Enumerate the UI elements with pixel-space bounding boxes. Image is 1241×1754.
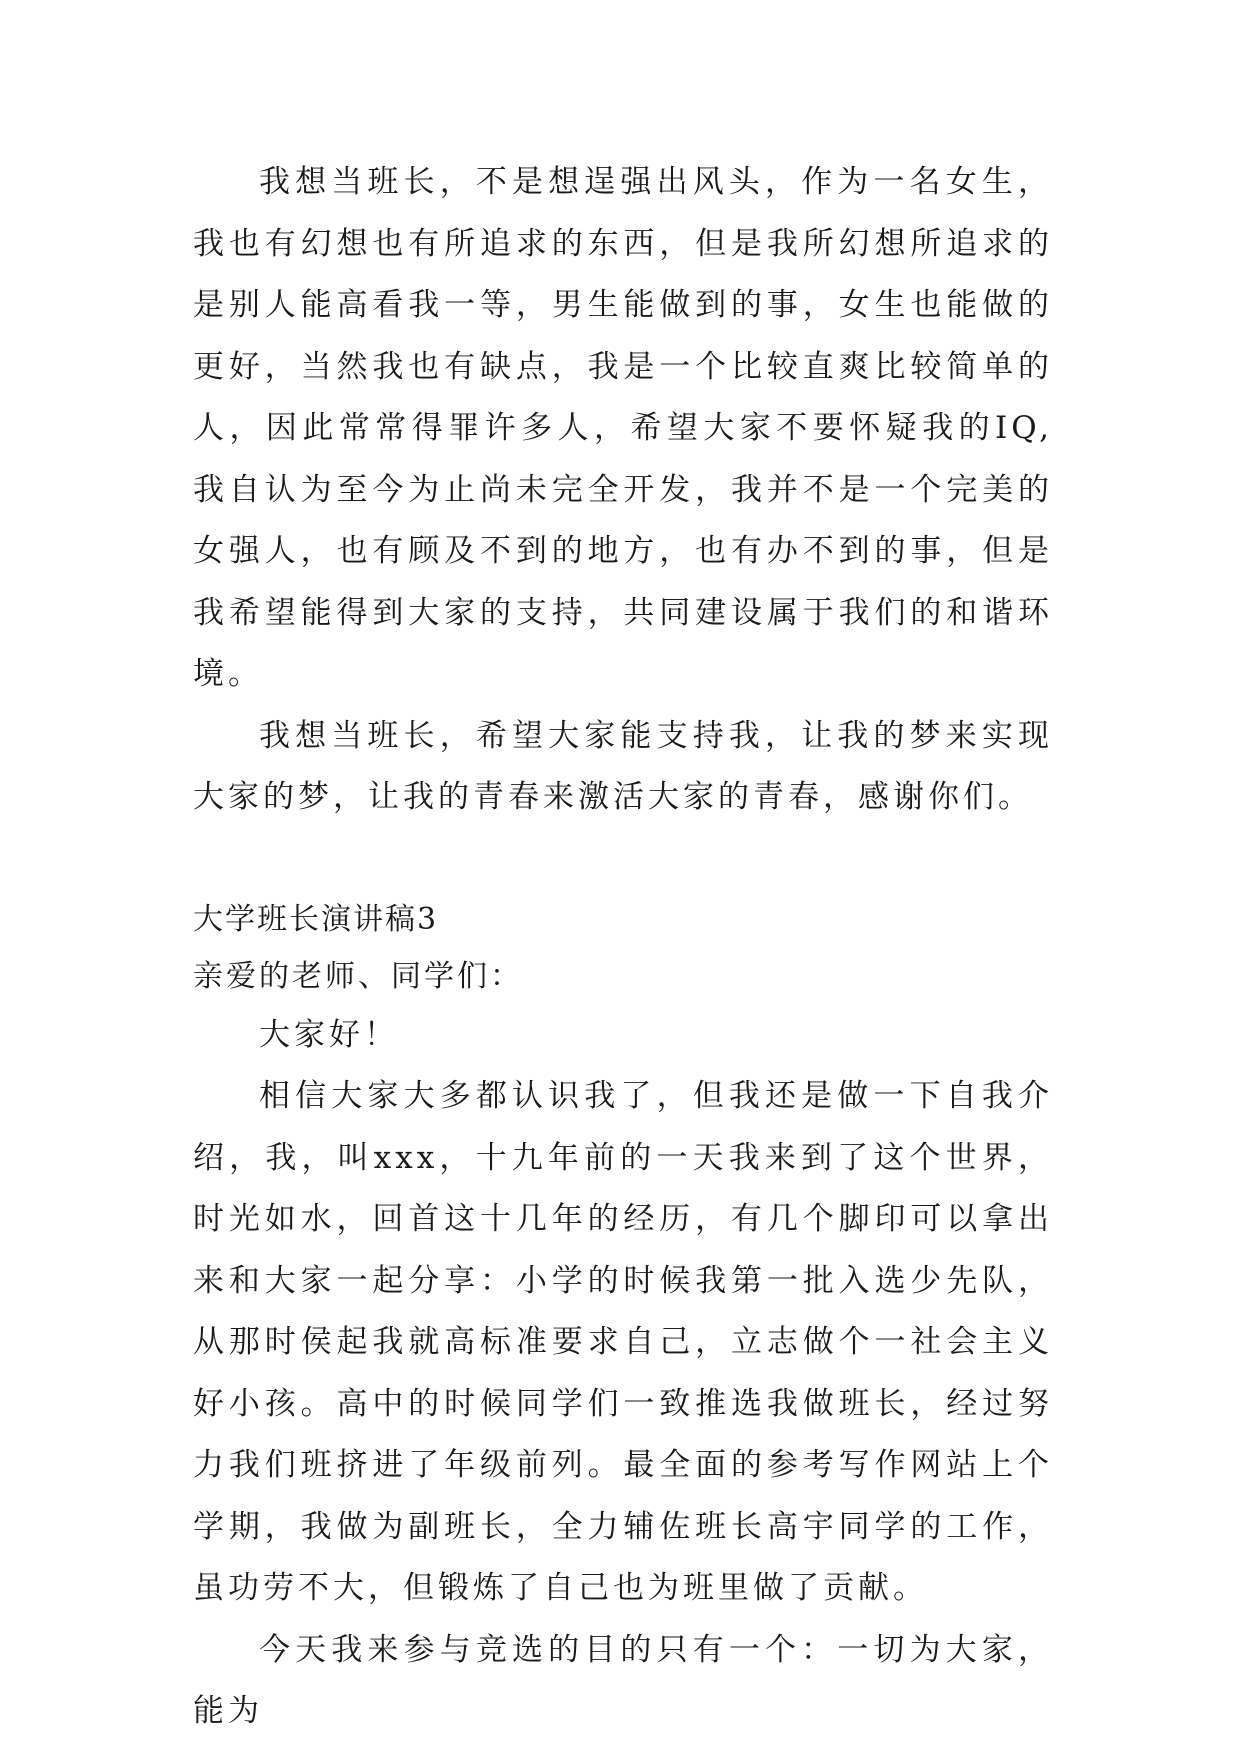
salutation: 亲爱的老师、同学们： <box>193 958 523 994</box>
paragraph-motivation: 我想当班长，不是想逞强出风头，作为一名女生，我也有幻想也有所追求的东西，但是我所幻想所追求的是别人能高看我一等，男生能做到的事，女生也能做的更好，当然我也有缺点，我是一个比较直爽比较简单的人，因此常常得罪许多人，希望大家不要怀疑我的IQ,我自认为至今为止尚未完全开发，我并不是一个完美的女强人，也有顾及不到的地方，也有办不到的事，但是我希望能得到大家的支持，共同建设属于我们的和谐环境。 <box>193 164 1053 692</box>
document-body <box>193 152 1053 1743</box>
greeting: 大家好！ <box>259 1016 399 1053</box>
paragraph-appeal: 我想当班长，希望大家能支持我，让我的梦来实现大家的梦，让我的青春来激活大家的青春，感谢你们。 <box>193 717 1053 815</box>
section-title: 大学班长演讲稿3 <box>193 901 439 937</box>
section-spacer <box>193 829 1053 891</box>
paragraph-purpose: 今天我来参与竞选的目的只有一个：一切为大家，能为 <box>193 1631 1053 1729</box>
paragraph-introduction: 相信大家大多都认识我了，但我还是做一下自我介绍，我，叫xxx，十九年前的一天我来到了这个世界，时光如水，回首这十几年的经历，有几个脚印可以拿出来和大家一起分享：小学的时候我第一批入选少先队，从那时侯起我就高标准要求自己，立志做个一社会主义好小孩。高中的时候同学们一致推选我做班长，经过努力我们班挤进了年级前列。最全面的参考写作网站上个学期，我做为副班长，全力辅佐班长高宇同学的工作，虽功劳不大，但锻炼了自己也为班里做了贡献。 <box>193 1078 1053 1606</box>
